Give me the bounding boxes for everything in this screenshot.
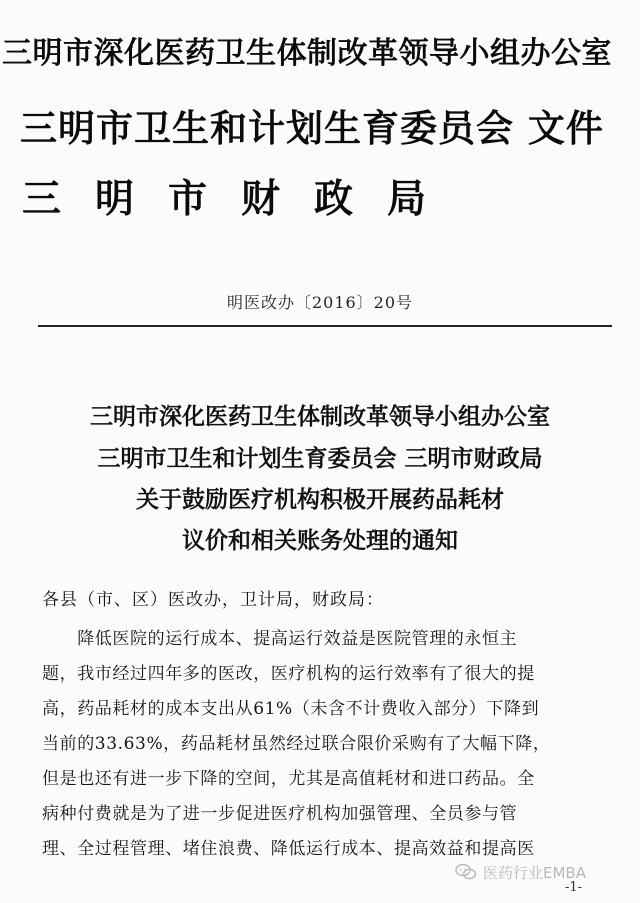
document-number: 明医改办〔2016〕20号 [226, 293, 414, 312]
body-line: 降低医院的运行成本、提高运行效益是医院管理的永恒主 [42, 629, 518, 649]
body-line: 病种付费就是为了进一步促进医疗机构加强管理、全员参与管 [42, 804, 518, 824]
body-line: 题，我市经过四年多的医改，医疗机构的运行效率有了很大的提 [42, 664, 535, 684]
body-line: 理、全过程管理、堵住浪费、降低运行成本、提高效益和提高医 [42, 839, 535, 859]
title-line-2: 三明市卫生和计划生育委员会 三明市财政局 [97, 445, 543, 472]
issuer-line-office: 三明市深化医药卫生体制改革领导小组办公室 [2, 36, 612, 71]
body-line: 但是也还有进一步下降的空间，尤其是高值耗材和进口药品。全 [42, 769, 535, 789]
title-line-1: 三明市深化医药卫生体制改革领导小组办公室 [90, 403, 550, 430]
body-line: 高，药品耗材的成本支出从61%（未含不计费收入部分）下降到 [42, 699, 540, 719]
issuer-line-health-commission: 三明市卫生和计划生育委员会 文件 [20, 106, 604, 150]
watermark-text: 医药行业EMBA [483, 864, 586, 882]
header-divider [38, 325, 612, 327]
issuer-line-finance-bureau: 三明市财政局 [22, 176, 461, 222]
body-line: 当前的33.63%，药品耗材虽然经过联合限价采购有了大幅下降， [42, 734, 551, 754]
salutation: 各县（市、区）医改办，卫计局，财政局： [42, 590, 384, 610]
page-number: -1- [565, 880, 583, 895]
title-line-3: 关于鼓励医疗机构积极开展药品耗材 [136, 486, 504, 513]
wechat-icon [455, 863, 477, 885]
title-line-4: 议价和相关账务处理的通知 [182, 527, 458, 554]
